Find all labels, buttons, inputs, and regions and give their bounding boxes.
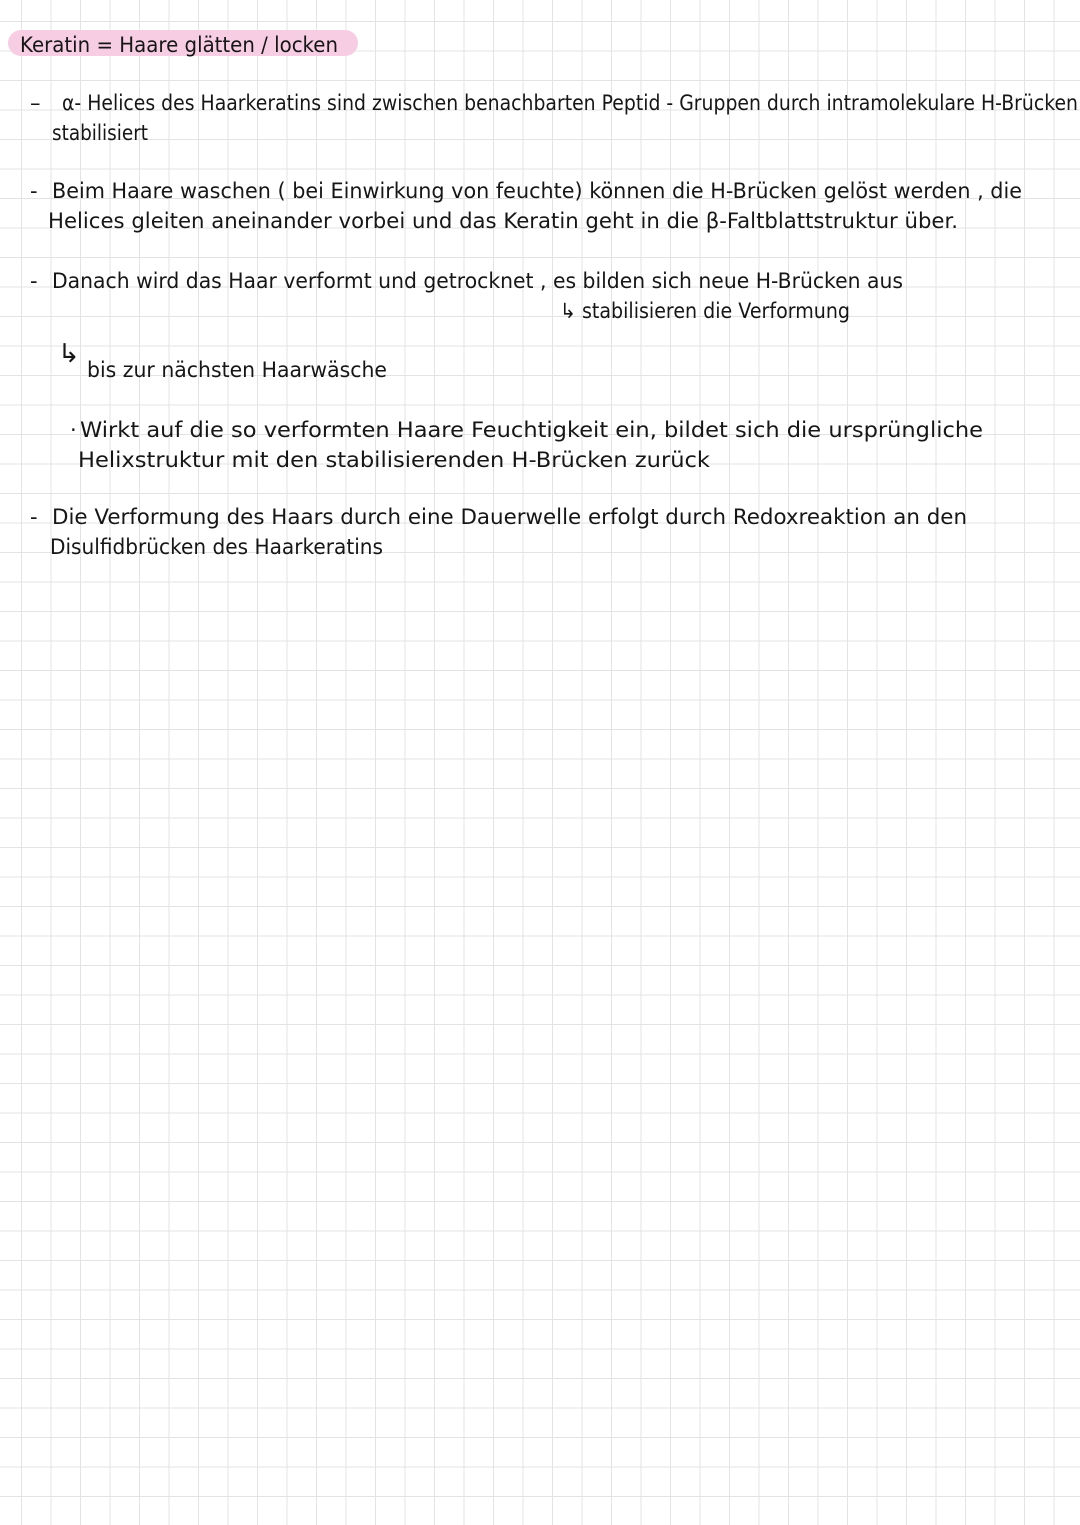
note-title: Keratin = Haare glätten / locken — [20, 33, 338, 57]
note-line: α- Helices des Haarkeratins sind zwischen benachbarten Peptid - Gruppen durch intramolekulare H-Brücken — [62, 91, 1078, 115]
arrow-marker: ↳ — [58, 339, 80, 369]
bullet-marker: - — [30, 269, 38, 293]
note-line: Beim Haare waschen ( bei Einwirkung von feuchte) können die H-Brücken gelöst werden , die — [52, 179, 1022, 203]
note-line: Disulfidbrücken des Haarkeratins — [50, 535, 383, 559]
note-line: stabilisiert — [52, 121, 148, 145]
bullet-marker: - — [30, 505, 38, 529]
bullet-marker: - — [30, 179, 38, 203]
bullet-marker: – — [30, 91, 41, 115]
note-line: Helixstruktur mit den stabilisierenden H-Brücken zurück — [78, 448, 711, 472]
note-line: Danach wird das Haar verformt und getrocknet , es bilden sich neue H-Brücken aus — [52, 269, 903, 293]
note-line: Die Verformung des Haars durch eine Dauerwelle erfolgt durch Redoxreaktion an den — [52, 505, 968, 529]
note-line: Helices gleiten aneinander vorbei und das Keratin geht in die β-Faltblattstruktur über. — [48, 209, 958, 233]
note-line: Wirkt auf die so verformten Haare Feuchtigkeit ein, bildet sich die ursprüngliche — [80, 418, 983, 442]
note-line: ↳ stabilisieren die Verformung — [560, 299, 850, 323]
bullet-marker: · — [70, 418, 77, 442]
note-line: bis zur nächsten Haarwäsche — [87, 358, 387, 382]
